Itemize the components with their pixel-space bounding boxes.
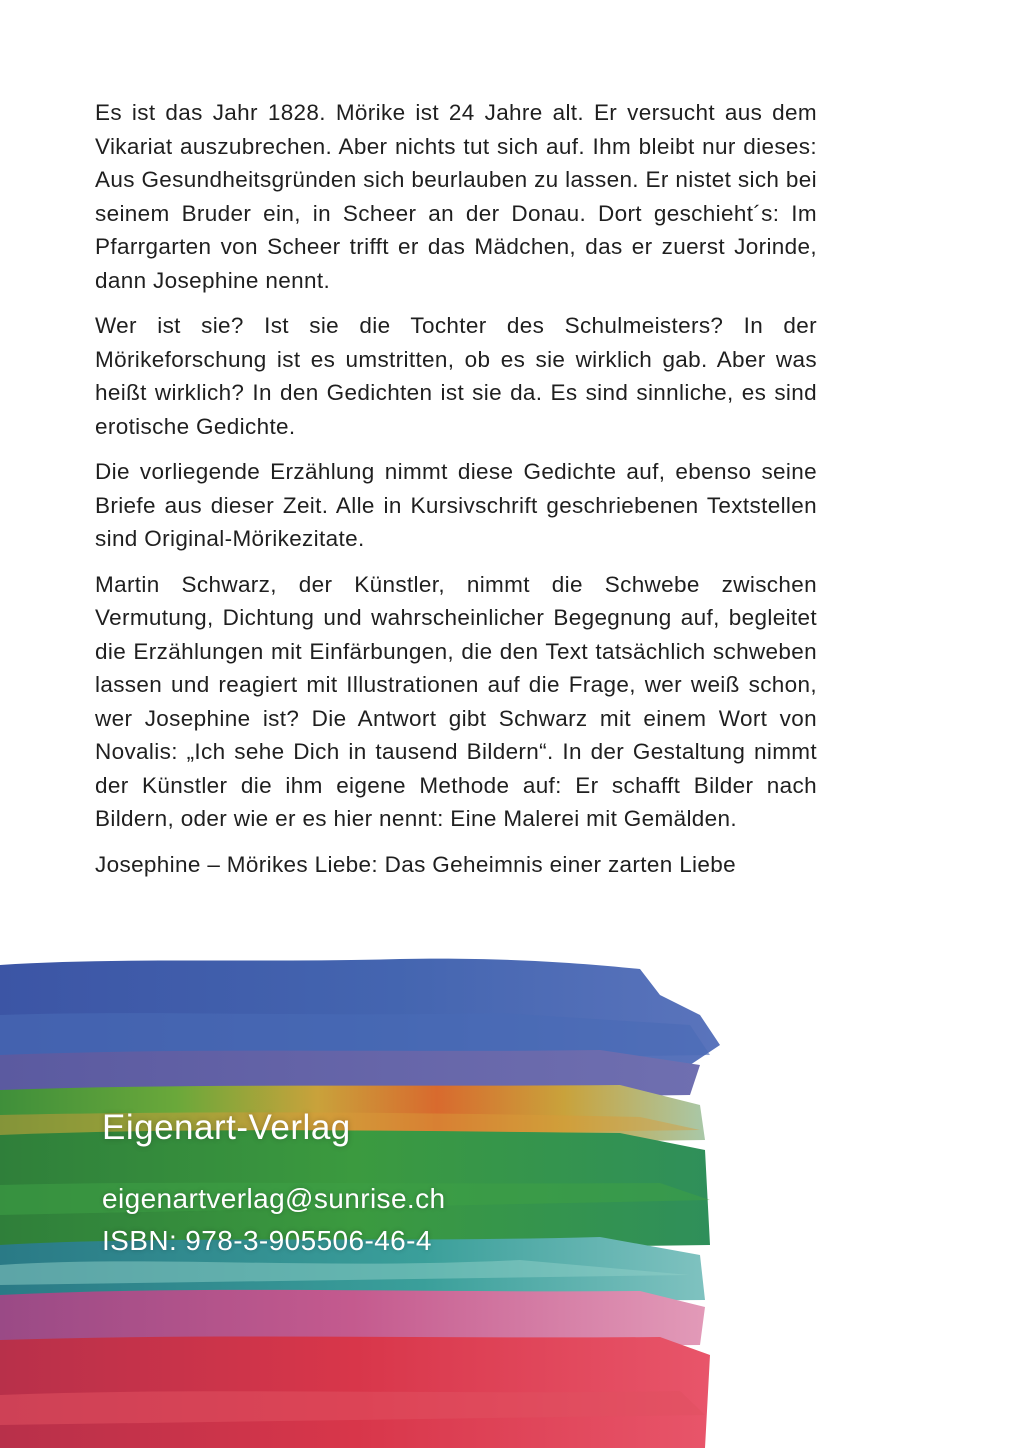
blurb-text <box>95 96 817 893</box>
paragraph-1: Es ist das Jahr 1828. Mörike ist 24 Jahre alt. Er versucht aus dem Vikariat auszubrechen. Aber nichts tut sich auf. Ihm bleibt nur dieses: Aus Gesundheitsgründen sich beurlauben zu lassen. Er nistet sich bei seinem Bruder ein, in Scheer an der Donau. Dort geschieht´s: Im Pfarrgarten von Scheer trifft er das Mädchen, das er zuerst Jorinde, dann Josephine nennt. <box>95 100 817 293</box>
isbn-number: ISBN: 978-3-905506-46-4 <box>102 1225 432 1256</box>
publisher-email: eigenartverlag@sunrise.ch <box>102 1183 446 1214</box>
publisher-name: Eigenart-Verlag <box>102 1108 351 1147</box>
paragraph-4: Martin Schwarz, der Künstler, nimmt die Schwebe zwischen Vermutung, Dichtung und wahrscheinlicher Begegnung auf, begleitet die Erzählungen mit Einfärbungen, die den Text tatsächlich schweben lassen und reagiert mit Illustrationen auf die Frage, wer weiß schon, wer Josephine ist? Die Antwort gibt Schwarz mit einem Wort von Novalis: „Ich sehe Dich in tausend Bildern“. In der Gestaltung nimmt der Künstler die ihm eigene Methode auf: Er schafft Bilder nach Bildern, oder wie er es hier nennt: Eine Malerei mit Gemälden. <box>95 571 817 831</box>
paragraph-3: Die vorliegende Erzählung nimmt diese Gedichte auf, ebenso seine Briefe aus dieser Zeit. Alle in Kursivschrift geschriebenen Textstellen sind Original-Mörikezitate. <box>95 459 817 551</box>
tagline: Josephine – Mörikes Liebe: Das Geheimnis einer zarten Liebe <box>95 851 736 877</box>
paragraph-2: Wer ist sie? Ist sie die Tochter des Schulmeisters? In der Mörikeforschung ist es umstritten, ob es sie wirklich gab. Aber was heißt wirklich? In den Gedichten ist sie da. Es sind sinnliche, es sind erotische Gedichte. <box>95 313 817 439</box>
